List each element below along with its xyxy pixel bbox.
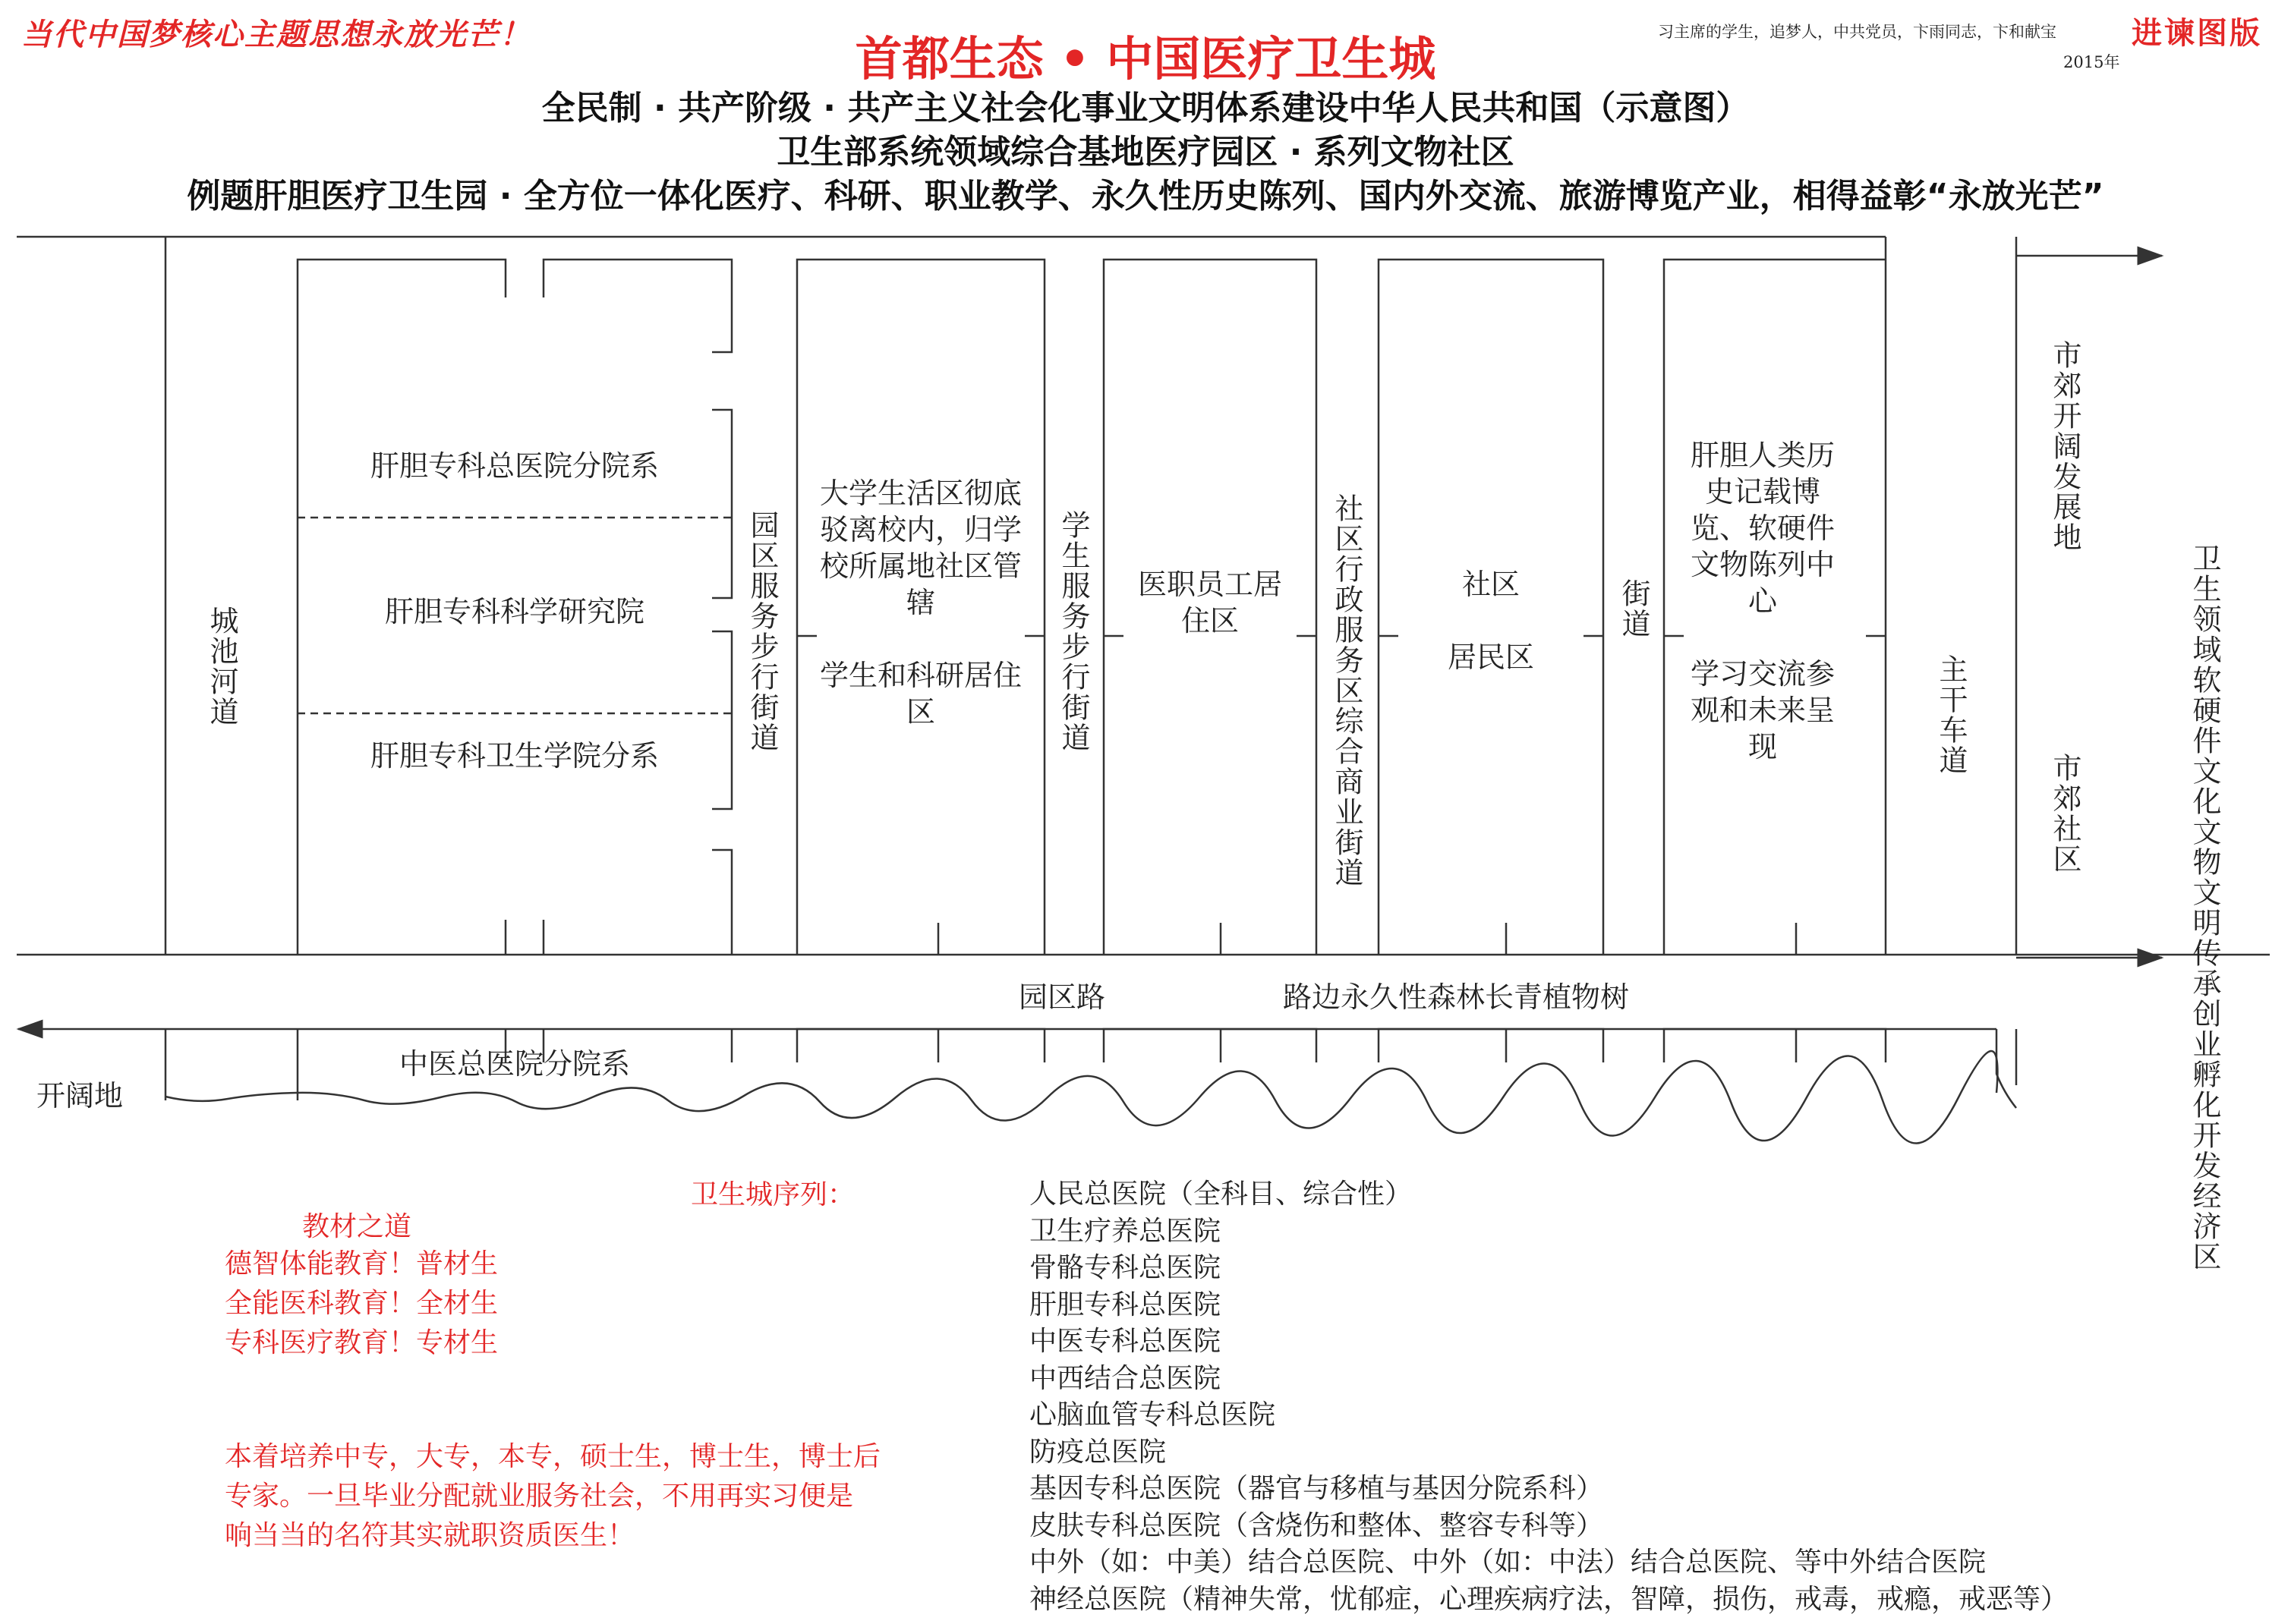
open-land-label: 开阔地 <box>36 1079 124 1113</box>
list-item: 中西结合总医院 <box>1029 1362 1221 1394</box>
park-road-label: 园区路 <box>1019 980 1106 1014</box>
list-item: 骨骼专科总医院 <box>1029 1252 1221 1283</box>
author-line: 习主席的学生，追梦人，中共党员，卞雨同志，卞和献宝 <box>1658 23 2056 41</box>
admin-street-label: 社区行政服务区综合商业街道 <box>1330 493 1363 888</box>
textbook-lines <box>225 1245 498 1363</box>
list-item: 中外（如：中美）结合总医院、中外（如：中法）结合总医院、等中外结合医院 <box>1029 1547 1987 1578</box>
suburb-development-label: 市郊开阔发展地 <box>2048 340 2081 552</box>
tcm-branch-label: 中医总医院分院系 <box>399 1047 630 1081</box>
goal-text <box>225 1437 881 1556</box>
list-item: 心脑血管专科总医院 <box>1029 1399 1276 1430</box>
sequence-list <box>1029 1176 2068 1618</box>
river-label: 城池河道 <box>205 606 238 727</box>
main-road-label: 主干车道 <box>1934 654 1968 776</box>
main-road-right-bottom <box>1996 1029 2016 1108</box>
street-label: 街道 <box>1617 578 1650 639</box>
block4 <box>1379 260 1603 955</box>
exhibition-center: 肝胆人类历史记载博览、软硬件文物陈列中心 <box>1690 439 1835 618</box>
main-title: 首都生态 • 中国医疗卫生城 <box>855 31 1436 87</box>
roadside-trees-label: 路边永久性森林长青植物树 <box>1283 980 1630 1014</box>
liver-health-college: 肝胆专科卫生学院分系 <box>370 739 659 773</box>
student-research-housing: 学生和科研居住区 <box>820 659 1023 729</box>
park-walkway-label: 园区服务步行街道 <box>745 510 779 753</box>
goal-line: 专家。一旦毕业分配就业服务社会，不用再实习便是 <box>225 1481 854 1512</box>
liver-research-institute: 肝胆专科科学研究院 <box>384 595 644 628</box>
list-item: 中医专科总医院 <box>1029 1326 1221 1357</box>
list-item: 皮肤专科总医院（含烧伤和整体、整容专科等） <box>1029 1509 1604 1541</box>
textbook-line: 德智体能教育！普材生 <box>225 1248 499 1279</box>
community-label: 社区 <box>1461 568 1520 601</box>
subtitle-3: 例题肝胆医疗卫生园 · 全方位一体化医疗、科研、职业教学、永久性历史陈列、国内外交流、旅游博览产业，相得益彰“永放光芒” <box>187 177 2104 216</box>
subtitle-2: 卫生部系统领域综合基地医疗园区 · 系列文物社区 <box>777 133 1514 172</box>
list-item: 神经总医院（精神失常，忧郁症，心理疾病疗法，智障，损伤，戒毒，戒瘾，戒恶等） <box>1029 1583 2069 1615</box>
textbook-line: 专科医疗教育！专材生 <box>225 1327 499 1358</box>
student-walkway-label: 学生服务步行街道 <box>1057 510 1090 753</box>
textbook-title: 教材之道 <box>302 1211 412 1242</box>
slogan: 当代中国梦核心主题思想永放光芒！ <box>21 17 531 52</box>
list-item: 肝胆专科总医院 <box>1029 1289 1221 1320</box>
list-item: 人民总医院（全科目、综合性） <box>1029 1179 1413 1210</box>
list-item: 基因专科总医院（器官与移植与基因分院系科） <box>1029 1473 1604 1504</box>
goal-line: 响当当的名符其实就职资质医生！ <box>225 1520 635 1551</box>
residential-area: 居民区 <box>1447 640 1534 674</box>
goal-line: 本着培养中专，大专，本专，硕士生，博士生，博士后 <box>225 1441 881 1472</box>
list-item: 卫生疗养总医院 <box>1029 1215 1221 1247</box>
textbook-line: 全能医科教育！全材生 <box>225 1288 499 1319</box>
staff-housing: 医职员工居住区 <box>1137 568 1282 637</box>
list-item: 防疫总医院 <box>1029 1436 1167 1468</box>
exchange-future: 学习交流参观和未来呈现 <box>1690 657 1835 763</box>
sequence-title: 卫生城序列： <box>691 1179 856 1210</box>
liver-hospital-branch: 肝胆专科总医院分院系 <box>370 449 659 483</box>
incubation-zone-label: 卫生领域软硬件文化文物文明传承创业孵化开发经济区 <box>2188 543 2221 1272</box>
edition-label: 进谏图版 <box>2132 15 2262 51</box>
year: 2015年 <box>2063 53 2120 71</box>
subtitle-1: 全民制 · 共产阶级 · 共产主义社会化事业文明体系建设中华人民共和国（示意图） <box>541 89 1750 127</box>
student-life-area: 大学生活区彻底驳离校内，归学校所属地社区管辖 <box>820 477 1023 619</box>
suburb-community-label: 市郊社区 <box>2048 753 2081 874</box>
